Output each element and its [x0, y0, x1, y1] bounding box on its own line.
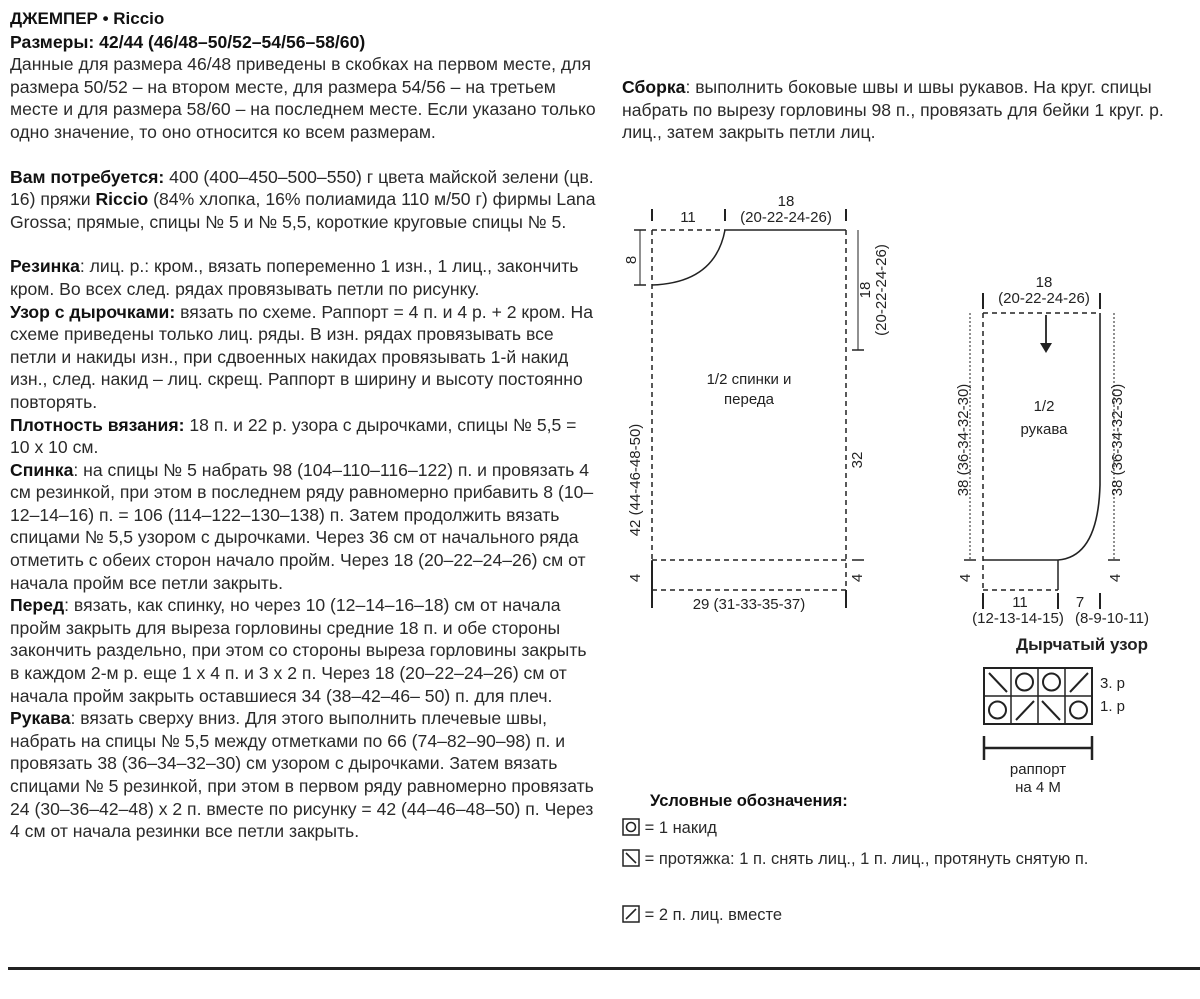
body-schematic [623, 193, 890, 613]
back-label: Спинка [10, 459, 74, 480]
left-column [10, 8, 600, 843]
chart-repeat-label-2: на 4 М [1015, 779, 1061, 796]
body-armhole: 18 [857, 281, 874, 299]
body-rib-left: 4 [627, 573, 644, 583]
sleeve-bottom-width: 11 [1012, 594, 1028, 611]
ribbing-paragraph [10, 255, 600, 300]
body-neck-depth: 8 [623, 255, 640, 265]
body-side: 32 [849, 451, 866, 469]
sleeve-bottom-extra: 7 [1075, 594, 1085, 611]
sleeves-text: : вязать сверху вниз. Для этого выполнить плечевые швы, набрать на спицы № 5,5 между отметками по 66 (74–82–90–98) п. и провязать 38 (36–34–32–30) см узором с дырочками. Затем вязать спицами № 5 резинкой, при этом в первом ряду равномерно провязать 24 (30–36–42–48) х 2 п. вместе по рисунку = 42 (44–46–48–50) п. Через 4 см от начала резинки все петли закрыть. [10, 708, 594, 842]
lace-chart [1016, 635, 1148, 654]
legend-skpo-text: = протяжка: 1 п. снять лиц., 1 п. лиц., протянуть снятую п. [644, 850, 1089, 868]
lace-chart-grid [980, 666, 1126, 796]
back-paragraph [10, 459, 600, 595]
legend-yarnover-text: = 1 накид [644, 819, 717, 837]
chart-repeat-label-1: раппорт [1009, 761, 1067, 778]
chart-row1-label: 1. р [1100, 698, 1126, 715]
assembly-label: Сборка [622, 77, 686, 97]
sleeve-bottom-width-sizes: (12-13-14-15) [972, 610, 1064, 627]
sleeve-label-1: 1/2 [1033, 398, 1055, 415]
back-text: : на спицы № 5 набрать 98 (104–110–116–122) п. и провязать 4 см резинкой, при этом в последнем ряду равномерно прибавить 8 (10–12–14–16) п. = 106 (114–122–130–138) п. Затем продолжить вязать спицами № 5,5 узором с дырочками. Через 36 см от начального ряда отметить с обеих сторон начало пройм. Через 18 (20–22–24–26) см от начала пройм все петли закрыть. [10, 459, 594, 593]
k2tog-symbol-icon [622, 905, 640, 923]
eyelet-label: Узор с дырочками: [10, 301, 176, 322]
materials-label: Вам потребуется: [10, 166, 165, 187]
sleeve-length-right: 38 (36-34-32-30) [1109, 383, 1126, 497]
materials-text-b: (84% хлопка, 16% полиамида 110 м/50 г) фирмы Lana Grossa; прямые, спицы № 5 и № 5,5, короткие круговые спицы № 5. [10, 189, 596, 232]
ribbing-label: Резинка [10, 256, 80, 277]
legend-title-text: Условные обозначения: [650, 792, 848, 810]
assembly-text: : выполнить боковые швы и швы рукавов. На круг. спицы набрать по вырезу горловины 98 п., провязать для бейки 1 круг. р. лиц., затем закрыть петли лиц. [622, 77, 1164, 143]
body-rib-right: 4 [849, 573, 866, 583]
lace-chart-title: Дырчатый узор [1016, 635, 1148, 654]
yarnover-symbol-icon [622, 818, 640, 836]
sleeve-rib-right: 4 [1107, 573, 1124, 583]
gauge-text: 18 п. и 22 р. узора с дырочками, спицы № 5,5 = 10 х 10 см. [10, 414, 577, 458]
materials-text-a: 400 (400–450–500–550) г цвета майской зелени (цв. 16) пряжи [10, 166, 594, 210]
body-top-width-sizes: (20-22-24-26) [740, 209, 832, 226]
legend-skpo [622, 849, 1088, 869]
sizes-note: Данные для размера 46/48 приведены в скобках на первом месте, для размера 50/52 – на втором месте, для размера 54/56 – на третьем месте и для размера 58/60 – на последнем месте. Если указано только одно значение, то оно относится ко всем размерам. [10, 54, 596, 142]
gauge-label: Плотность вязания: [10, 414, 185, 435]
ribbing-text: : лиц. р.: кром., вязать попеременно 1 изн., 1 лиц., закончить кром. Во всех след. рядах провязывать петли по рисунку. [10, 256, 579, 299]
materials-paragraph [10, 166, 600, 234]
body-neck-width: 11 [680, 209, 696, 226]
legend-k2tog-text: = 2 п. лиц. вместе [644, 906, 783, 924]
body-label-1: 1/2 спинки и [706, 371, 792, 388]
pattern-title: ДЖЕМПЕР • Riccio [10, 9, 165, 28]
sleeve-top-width-sizes: (20-22-24-26) [998, 290, 1090, 307]
bottom-rule [8, 967, 1200, 970]
sleeves-label: Рукава [10, 708, 71, 729]
sleeve-label-2: рукава [1020, 421, 1068, 438]
front-label: Перед [10, 595, 65, 616]
right-column [622, 8, 1194, 144]
assembly-paragraph [622, 76, 1194, 144]
front-text: : вязать, как спинку, но через 10 (12–14–16–18) см от начала пройм закрыть для выреза горловины средние 18 п. и обе стороны закончить раздельно, при этом со стороны выреза горловины закрыть в каждом 2-м р. еще 1 х 4 п. и 3 х 2 п. Через 18 (20–22–24–26) см от начала пройм закрыть оставшиеся 34 (38–42–46– 50) п. для плеч. [10, 595, 587, 706]
skpo-symbol-icon [622, 849, 640, 867]
chart-row3-label: 3. р [1100, 675, 1126, 692]
gauge-paragraph [10, 414, 600, 459]
body-bottom-width: 29 (31-33-35-37) [692, 596, 806, 613]
sleeve-schematic [955, 274, 1149, 627]
eyelet-paragraph [10, 301, 600, 414]
body-label-2: переда [724, 391, 774, 408]
legend-title [650, 792, 848, 811]
sleeve-length-left: 38 (36-34-32-30) [955, 383, 972, 497]
sleeves-paragraph [10, 707, 600, 843]
legend-k2tog [622, 905, 782, 925]
body-top-width: 18 [777, 193, 795, 210]
sleeve-top-width: 18 [1035, 274, 1053, 291]
body-total-height: 42 (44-46-48-50) [627, 423, 644, 537]
sleeve-rib-left: 4 [957, 573, 974, 583]
sizes-heading: Размеры: 42/44 (46/48–50/52–54/56–58/60) [10, 31, 366, 52]
sleeve-bottom-extra-sizes: (8-9-10-11) [1075, 610, 1149, 627]
front-paragraph [10, 594, 600, 707]
legend-yarnover [622, 818, 717, 838]
yarn-name: Riccio [95, 189, 149, 210]
eyelet-text: вязать по схеме. Раппорт = 4 п. и 4 р. + 2 кром. На схеме приведены только лиц. ряды. В изн. рядах провязывать все петли и накиды изн., при сдвоенных накидах провязывать 1-й накид изн., след. накид – лиц. скрещ. Раппорт в ширину и высоту постоянно повторять. [10, 301, 594, 412]
schematics-diagram [600, 185, 1200, 665]
body-armhole-sizes: (20-22-24-26) [873, 244, 890, 336]
